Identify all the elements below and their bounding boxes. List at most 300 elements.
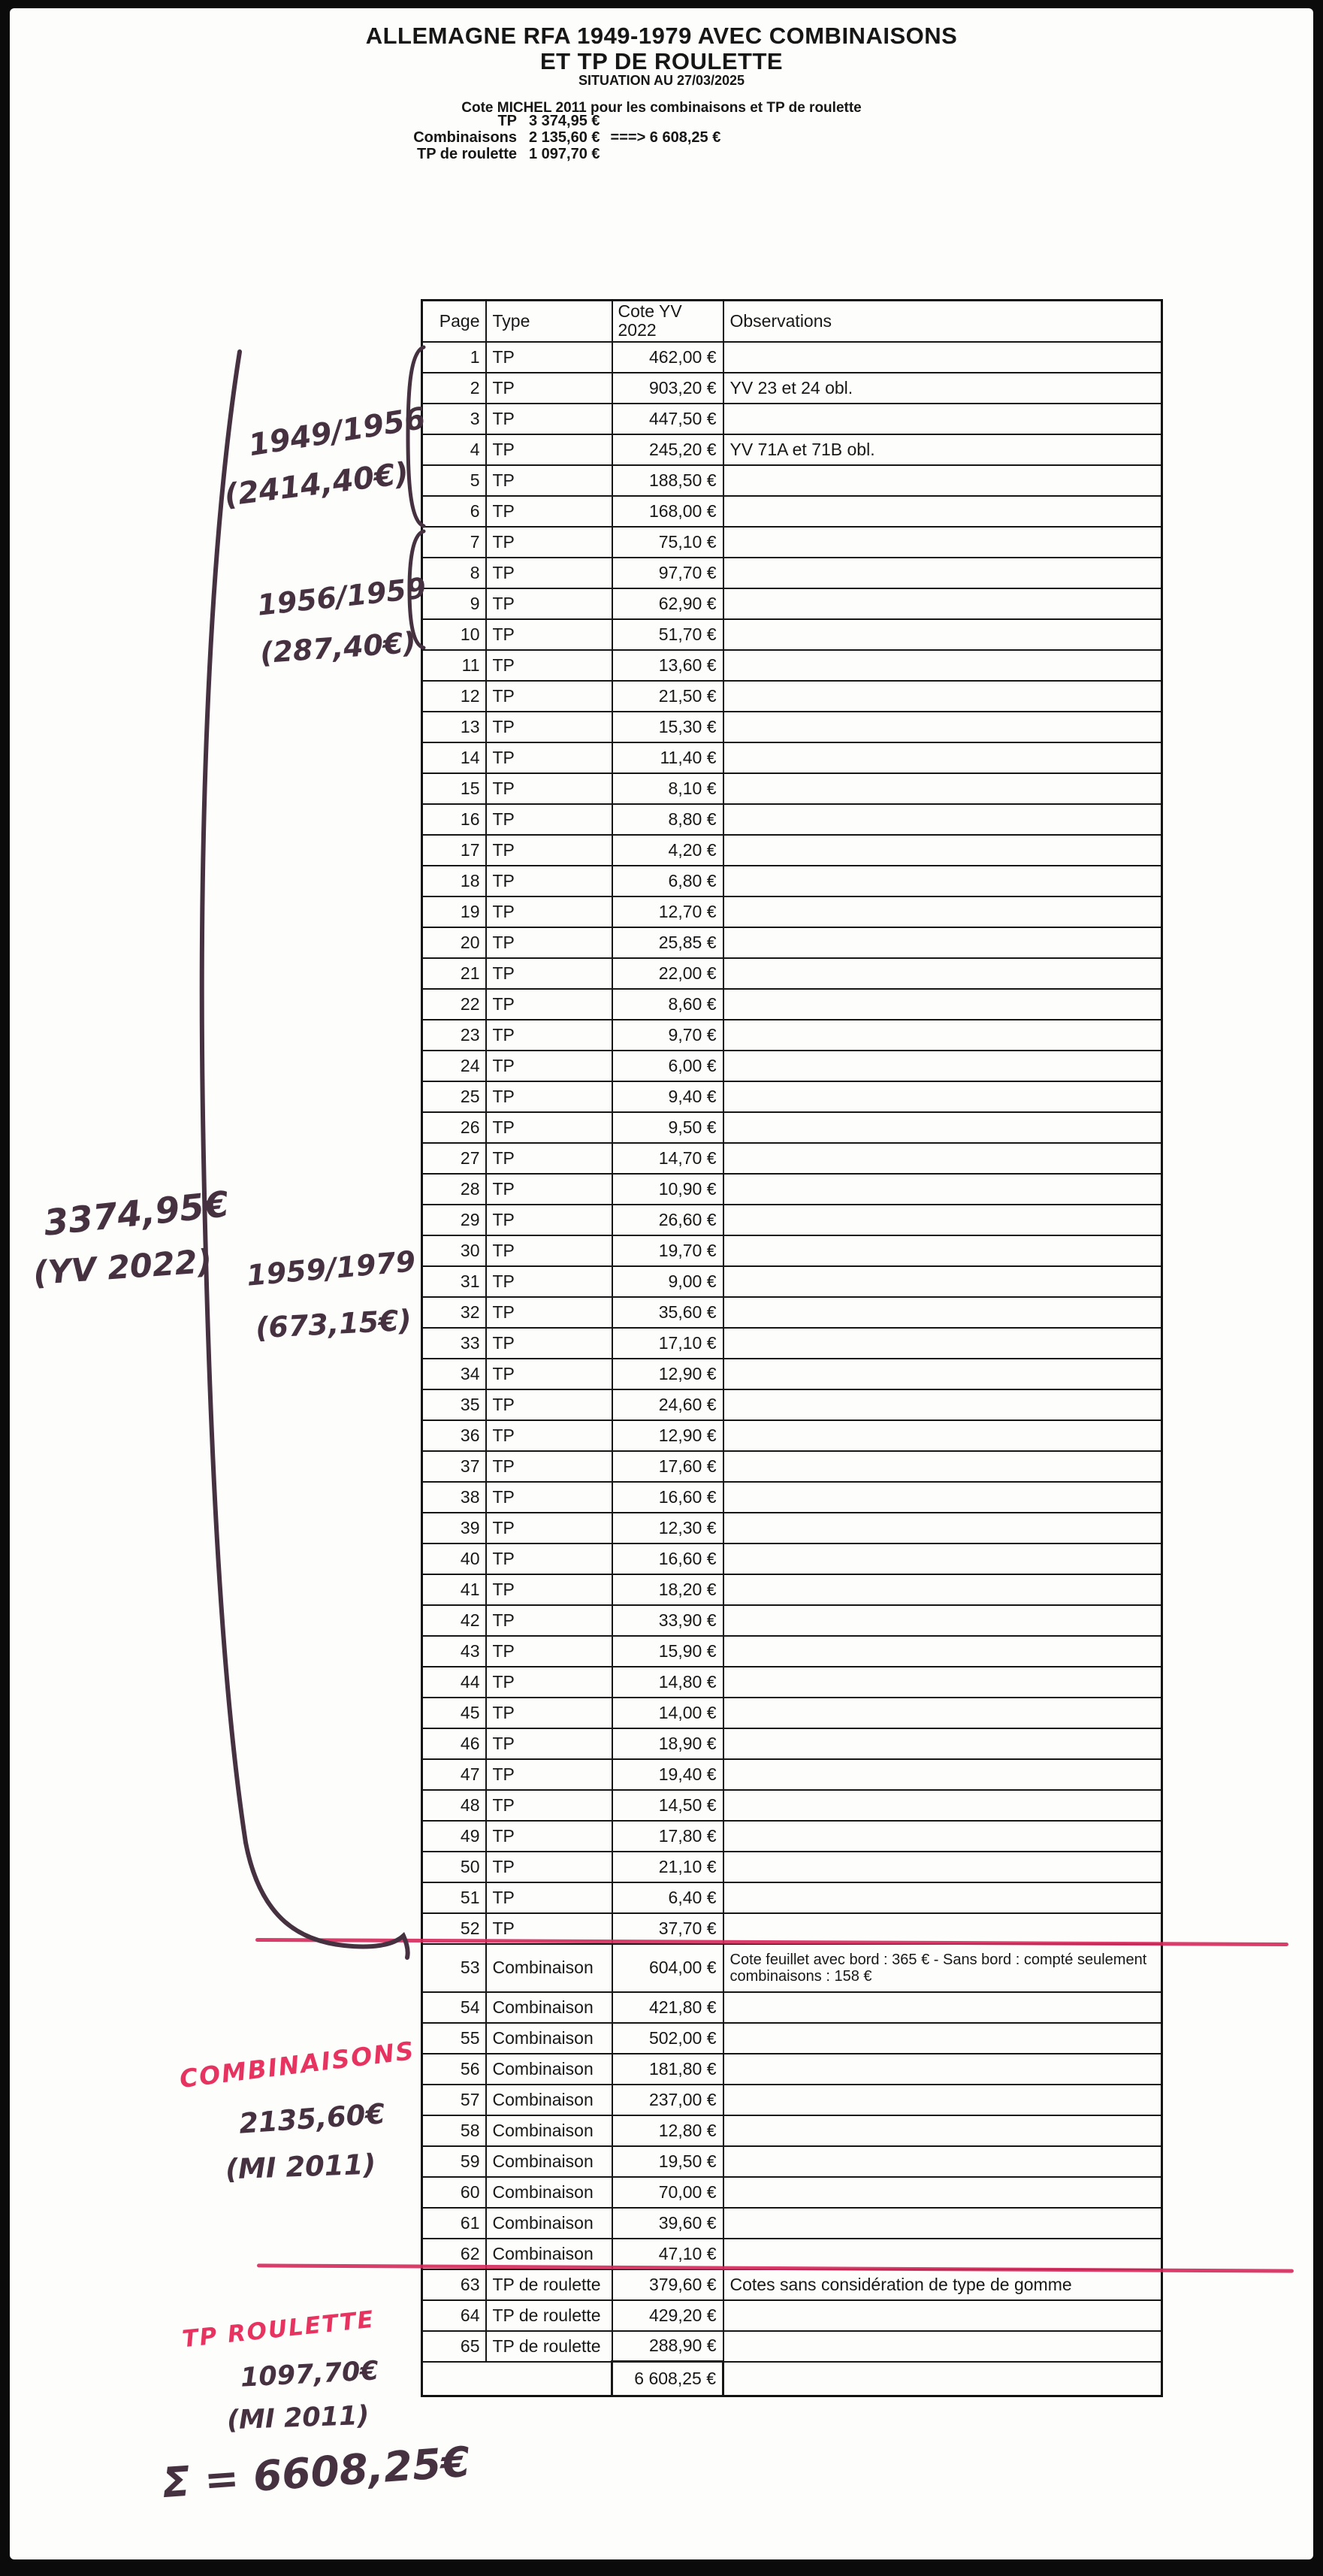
cell-page: 16 <box>422 804 486 835</box>
cell-page: 48 <box>422 1790 486 1821</box>
annotation-tp-roulette-value: 1097,70€ <box>240 2356 379 2393</box>
cell-page: 20 <box>422 927 486 958</box>
table-row <box>422 527 1162 558</box>
cell-type: TP <box>486 588 612 619</box>
table-row <box>422 835 1162 866</box>
cell-type: Combinaison <box>486 2146 612 2177</box>
cell-observations <box>723 1389 1162 1420</box>
cell-page: 38 <box>422 1482 486 1513</box>
cell-page: 2 <box>422 373 486 404</box>
cell-type: TP <box>486 1112 612 1143</box>
table-row <box>422 1698 1162 1728</box>
cell-observations <box>723 1728 1162 1759</box>
cell-observations <box>723 1543 1162 1574</box>
cell-cote: 12,70 € <box>612 896 723 927</box>
cell-cote: 9,70 € <box>612 1020 723 1051</box>
cell-observations: YV 23 et 24 obl. <box>723 373 1162 404</box>
annotation-1959-1979-total: (673,15€) <box>254 1303 412 1345</box>
table-row <box>422 1451 1162 1482</box>
cell-observations <box>723 1143 1162 1174</box>
cell-cote: 37,70 € <box>612 1913 723 1944</box>
cell-observations <box>723 404 1162 434</box>
cell-observations: Cote feuillet avec bord : 365 € - Sans bord : compté seulement combinaisons : 158 € <box>723 1944 1162 1992</box>
cell-observations <box>723 2300 1162 2331</box>
cell-page: 8 <box>422 558 486 588</box>
cell-type: TP <box>486 1389 612 1420</box>
annotation-1956-1959-total: (287,40€) <box>258 625 418 670</box>
cell-page: 29 <box>422 1205 486 1235</box>
annotation-grand-total-yv: 3374,95€ <box>41 1184 231 1244</box>
cell-cote: 429,20 € <box>612 2300 723 2331</box>
cell-cote: 26,60 € <box>612 1205 723 1235</box>
cell-observations <box>723 1420 1162 1451</box>
cell-type: TP <box>486 927 612 958</box>
cell-observations <box>723 1112 1162 1143</box>
table-row <box>422 1205 1162 1235</box>
table-row <box>422 1821 1162 1852</box>
table-row <box>422 2331 1162 2362</box>
cell-page: 17 <box>422 835 486 866</box>
cell-page: 45 <box>422 1698 486 1728</box>
cell-cote: 14,70 € <box>612 1143 723 1174</box>
table-row <box>422 1605 1162 1636</box>
total-row <box>422 2362 1162 2396</box>
table-row <box>422 989 1162 1020</box>
cell-type: TP <box>486 1728 612 1759</box>
document-title-line2: ET TP DE ROULETTE <box>539 48 784 74</box>
table-row <box>422 1081 1162 1112</box>
cell-type: Combinaison <box>486 2023 612 2054</box>
cell-cote: 12,30 € <box>612 1513 723 1543</box>
cell-page: 14 <box>422 742 486 773</box>
cell-type: TP de roulette <box>486 2269 612 2300</box>
cell-observations <box>723 1605 1162 1636</box>
cell-cote: 8,10 € <box>612 773 723 804</box>
cell-observations <box>723 619 1162 650</box>
table-row <box>422 1992 1162 2023</box>
cell-observations <box>723 588 1162 619</box>
cell-observations <box>723 1081 1162 1112</box>
cell-page: 54 <box>422 1992 486 2023</box>
cell-cote: 4,20 € <box>612 835 723 866</box>
table-row <box>422 1636 1162 1667</box>
annotation-tp-roulette-title: TP ROULETTE <box>180 2305 376 2354</box>
table-row <box>422 404 1162 434</box>
cell-type: TP <box>486 496 612 527</box>
table-row <box>422 1112 1162 1143</box>
total-spacer <box>422 2362 486 2396</box>
cell-page: 19 <box>422 896 486 927</box>
cell-observations: Cotes sans considération de type de gomme <box>723 2269 1162 2300</box>
cell-cote: 15,30 € <box>612 712 723 742</box>
cell-page: 60 <box>422 2177 486 2208</box>
total-spacer <box>723 2362 1162 2396</box>
cell-page: 9 <box>422 588 486 619</box>
table-row <box>422 773 1162 804</box>
header-page: Page <box>422 301 486 342</box>
annotation-1949-1956-total: (2414,40€) <box>222 456 411 513</box>
cell-cote: 35,60 € <box>612 1297 723 1328</box>
cell-observations <box>723 1020 1162 1051</box>
table-row <box>422 1297 1162 1328</box>
cell-cote: 9,00 € <box>612 1266 723 1297</box>
cell-observations <box>723 2239 1162 2269</box>
cell-type: TP <box>486 712 612 742</box>
cell-cote: 11,40 € <box>612 742 723 773</box>
cell-observations <box>723 1992 1162 2023</box>
cell-type: Combinaison <box>486 2208 612 2239</box>
cell-cote: 6,40 € <box>612 1882 723 1913</box>
table-header-row <box>422 301 1162 342</box>
document-title-line1: ALLEMAGNE RFA 1949-1979 AVEC COMBINAISONS <box>365 23 958 49</box>
cell-page: 61 <box>422 2208 486 2239</box>
cell-cote: 21,50 € <box>612 681 723 712</box>
cell-cote: 10,90 € <box>612 1174 723 1205</box>
cell-page: 55 <box>422 2023 486 2054</box>
cell-cote: 8,60 € <box>612 989 723 1020</box>
cell-observations <box>723 958 1162 989</box>
cell-cote: 19,40 € <box>612 1759 723 1790</box>
table-row <box>422 866 1162 896</box>
cell-page: 32 <box>422 1297 486 1328</box>
cell-type: TP <box>486 958 612 989</box>
table-row <box>422 1389 1162 1420</box>
cell-page: 51 <box>422 1882 486 1913</box>
cell-type: TP <box>486 558 612 588</box>
table-row <box>422 927 1162 958</box>
cell-page: 13 <box>422 712 486 742</box>
cell-observations <box>723 1174 1162 1205</box>
table-row <box>422 1543 1162 1574</box>
cell-type: TP <box>486 681 612 712</box>
cell-type: TP <box>486 527 612 558</box>
cell-observations <box>723 989 1162 1020</box>
cell-cote: 9,40 € <box>612 1081 723 1112</box>
cell-observations <box>723 342 1162 373</box>
table-row <box>422 1513 1162 1543</box>
cell-observations <box>723 1297 1162 1328</box>
table-row <box>422 1728 1162 1759</box>
cell-page: 22 <box>422 989 486 1020</box>
table-row <box>422 1359 1162 1389</box>
cell-observations <box>723 2331 1162 2362</box>
cell-type: Combinaison <box>486 2054 612 2085</box>
cell-observations: YV 71A et 71B obl. <box>723 434 1162 465</box>
cell-observations <box>723 1205 1162 1235</box>
cell-cote: 237,00 € <box>612 2085 723 2115</box>
table-row <box>422 804 1162 835</box>
cell-page: 57 <box>422 2085 486 2115</box>
table-row <box>422 1852 1162 1882</box>
summary-label: TP <box>497 113 517 129</box>
summary-extra: ===> 6 608,25 € <box>610 129 721 146</box>
cell-cote: 39,60 € <box>612 2208 723 2239</box>
cell-cote: 421,80 € <box>612 1992 723 2023</box>
cell-cote: 12,90 € <box>612 1359 723 1389</box>
cote-table <box>421 299 1163 2397</box>
table-row <box>422 1174 1162 1205</box>
cell-type: TP <box>486 373 612 404</box>
table-row <box>422 1020 1162 1051</box>
summary-label: TP de roulette <box>417 146 517 162</box>
annotation-sum-line: Σ = 6608,25€ <box>160 2437 472 2508</box>
cell-observations <box>723 465 1162 496</box>
table-row <box>422 2023 1162 2054</box>
cell-cote: 447,50 € <box>612 404 723 434</box>
table-row <box>422 1759 1162 1790</box>
cell-cote: 14,00 € <box>612 1698 723 1728</box>
table-row <box>422 2115 1162 2146</box>
table-row <box>422 2085 1162 2115</box>
cell-page: 58 <box>422 2115 486 2146</box>
cell-type: TP <box>486 1235 612 1266</box>
cell-type: TP <box>486 1328 612 1359</box>
cell-observations <box>723 1235 1162 1266</box>
cell-type: TP <box>486 773 612 804</box>
cell-type: TP <box>486 1543 612 1574</box>
cell-type: TP <box>486 1205 612 1235</box>
cell-type: TP <box>486 1698 612 1728</box>
cell-observations <box>723 2023 1162 2054</box>
cell-cote: 17,60 € <box>612 1451 723 1482</box>
table-row <box>422 1790 1162 1821</box>
cell-cote: 62,90 € <box>612 588 723 619</box>
cell-observations <box>723 2177 1162 2208</box>
cell-cote: 13,60 € <box>612 650 723 681</box>
cell-page: 31 <box>422 1266 486 1297</box>
cell-type: TP <box>486 1451 612 1482</box>
cell-type: TP <box>486 434 612 465</box>
cell-page: 4 <box>422 434 486 465</box>
table-row <box>422 1944 1162 1992</box>
cell-page: 49 <box>422 1821 486 1852</box>
cell-type: TP <box>486 804 612 835</box>
cell-page: 47 <box>422 1759 486 1790</box>
cell-page: 36 <box>422 1420 486 1451</box>
cell-type: Combinaison <box>486 2177 612 2208</box>
table-row <box>422 1266 1162 1297</box>
cell-observations <box>723 1759 1162 1790</box>
cell-type: TP <box>486 989 612 1020</box>
cell-type: TP <box>486 1574 612 1605</box>
table-row <box>422 2208 1162 2239</box>
table-row <box>422 896 1162 927</box>
header-type: Type <box>486 301 612 342</box>
cell-cote: 24,60 € <box>612 1389 723 1420</box>
cell-page: 5 <box>422 465 486 496</box>
table-row <box>422 619 1162 650</box>
cell-type: Combinaison <box>486 2115 612 2146</box>
cell-type: Combinaison <box>486 1944 612 1992</box>
cell-type: TP <box>486 1759 612 1790</box>
cell-observations <box>723 896 1162 927</box>
cell-page: 62 <box>422 2239 486 2269</box>
cell-page: 33 <box>422 1328 486 1359</box>
header-cote <box>612 301 723 342</box>
cell-cote: 70,00 € <box>612 2177 723 2208</box>
cell-type: TP <box>486 1636 612 1667</box>
cell-observations <box>723 2085 1162 2115</box>
cell-observations <box>723 1482 1162 1513</box>
cell-observations <box>723 1821 1162 1852</box>
cell-type: TP <box>486 650 612 681</box>
cell-type: Combinaison <box>486 1992 612 2023</box>
cell-observations <box>723 1328 1162 1359</box>
cell-cote: 17,80 € <box>612 1821 723 1852</box>
cell-cote: 16,60 € <box>612 1543 723 1574</box>
document-subtitle: SITUATION AU 27/03/2025 <box>578 73 745 88</box>
table-row <box>422 1574 1162 1605</box>
cell-cote: 903,20 € <box>612 373 723 404</box>
cell-cote: 47,10 € <box>612 2239 723 2269</box>
cell-page: 52 <box>422 1913 486 1944</box>
table-row <box>422 1328 1162 1359</box>
table-row <box>422 2054 1162 2085</box>
table-row <box>422 1420 1162 1451</box>
cell-page: 50 <box>422 1852 486 1882</box>
cell-type: TP <box>486 619 612 650</box>
catalog-note: Cote MICHEL 2011 pour les combinaisons et TP de roulette <box>461 100 862 116</box>
annotation-grand-total-ref: (YV 2022) <box>32 1242 213 1293</box>
cell-cote: 12,90 € <box>612 1420 723 1451</box>
cell-page: 64 <box>422 2300 486 2331</box>
cell-cote: 18,90 € <box>612 1728 723 1759</box>
cell-observations <box>723 712 1162 742</box>
table-row <box>422 2269 1162 2300</box>
cell-cote: 379,60 € <box>612 2269 723 2300</box>
cell-cote: 12,80 € <box>612 2115 723 2146</box>
cell-observations <box>723 650 1162 681</box>
cell-observations <box>723 2054 1162 2085</box>
cell-page: 18 <box>422 866 486 896</box>
cell-observations <box>723 558 1162 588</box>
cell-page: 42 <box>422 1605 486 1636</box>
cell-cote: 604,00 € <box>612 1944 723 1992</box>
cell-page: 65 <box>422 2331 486 2362</box>
cell-page: 40 <box>422 1543 486 1574</box>
annotation-combinaisons-value: 2135,60€ <box>237 2097 386 2140</box>
cell-observations <box>723 2115 1162 2146</box>
cell-type: TP <box>486 404 612 434</box>
cell-page: 43 <box>422 1636 486 1667</box>
cell-cote: 75,10 € <box>612 527 723 558</box>
cell-type: Combinaison <box>486 2239 612 2269</box>
cell-type: TP <box>486 866 612 896</box>
cell-cote: 502,00 € <box>612 2023 723 2054</box>
cell-type: TP <box>486 1913 612 1944</box>
cell-type: TP <box>486 896 612 927</box>
cell-observations <box>723 1790 1162 1821</box>
summary-value: 3 374,95 € <box>529 113 600 129</box>
table-row <box>422 342 1162 373</box>
table-row <box>422 434 1162 465</box>
cell-type: TP <box>486 1790 612 1821</box>
cell-page: 63 <box>422 2269 486 2300</box>
cell-observations <box>723 742 1162 773</box>
cell-type: TP <box>486 1667 612 1698</box>
cell-cote: 22,00 € <box>612 958 723 989</box>
cell-observations <box>723 927 1162 958</box>
cell-observations <box>723 773 1162 804</box>
cell-page: 3 <box>422 404 486 434</box>
cell-cote: 14,80 € <box>612 1667 723 1698</box>
cell-cote: 181,80 € <box>612 2054 723 2085</box>
cell-page: 10 <box>422 619 486 650</box>
cell-cote: 14,50 € <box>612 1790 723 1821</box>
cell-cote: 245,20 € <box>612 434 723 465</box>
cell-type: TP <box>486 1482 612 1513</box>
cell-cote: 168,00 € <box>612 496 723 527</box>
cote-table-wrapper <box>421 299 1163 2397</box>
cell-observations <box>723 1667 1162 1698</box>
cell-observations <box>723 2208 1162 2239</box>
cell-type: TP <box>486 1359 612 1389</box>
summary-value: 1 097,70 € <box>529 146 600 162</box>
cell-cote: 9,50 € <box>612 1112 723 1143</box>
cell-cote: 33,90 € <box>612 1605 723 1636</box>
cell-cote: 6,00 € <box>612 1051 723 1081</box>
cell-type: Combinaison <box>486 2085 612 2115</box>
table-row <box>422 958 1162 989</box>
annotation-1956-1959: 1956/1959 <box>255 571 428 622</box>
cell-page: 34 <box>422 1359 486 1389</box>
table-row <box>422 742 1162 773</box>
table-row <box>422 2300 1162 2331</box>
table-row <box>422 465 1162 496</box>
annotation-tp-roulette-ref: (MI 2011) <box>226 2400 370 2436</box>
cell-type: TP <box>486 1081 612 1112</box>
cell-type: TP <box>486 1051 612 1081</box>
table-row <box>422 681 1162 712</box>
cell-type: TP <box>486 1420 612 1451</box>
cell-observations <box>723 1359 1162 1389</box>
cell-observations <box>723 2146 1162 2177</box>
cell-type: TP <box>486 1174 612 1205</box>
cell-type: TP <box>486 1020 612 1051</box>
cell-page: 53 <box>422 1944 486 1992</box>
cell-type: TP <box>486 1882 612 1913</box>
cell-type: TP de roulette <box>486 2300 612 2331</box>
table-row <box>422 1143 1162 1174</box>
cell-observations <box>723 1574 1162 1605</box>
cell-observations <box>723 804 1162 835</box>
cell-observations <box>723 835 1162 866</box>
cell-page: 1 <box>422 342 486 373</box>
cell-page: 27 <box>422 1143 486 1174</box>
cell-page: 37 <box>422 1451 486 1482</box>
cell-cote: 6,80 € <box>612 866 723 896</box>
annotation-1959-1979: 1959/1979 <box>245 1244 417 1293</box>
cell-observations <box>723 1266 1162 1297</box>
table-row <box>422 1482 1162 1513</box>
cell-observations <box>723 1852 1162 1882</box>
total-value: 6 608,25 € <box>612 2362 723 2396</box>
cell-cote: 462,00 € <box>612 342 723 373</box>
cell-type: TP <box>486 742 612 773</box>
cell-observations <box>723 496 1162 527</box>
cell-type: TP <box>486 1266 612 1297</box>
table-row <box>422 496 1162 527</box>
cell-observations <box>723 1636 1162 1667</box>
table-row <box>422 1235 1162 1266</box>
cell-page: 41 <box>422 1574 486 1605</box>
table-row <box>422 1667 1162 1698</box>
cell-page: 44 <box>422 1667 486 1698</box>
cell-type: TP <box>486 1605 612 1636</box>
cell-page: 7 <box>422 527 486 558</box>
cell-type: TP <box>486 342 612 373</box>
cell-type: TP <box>486 465 612 496</box>
